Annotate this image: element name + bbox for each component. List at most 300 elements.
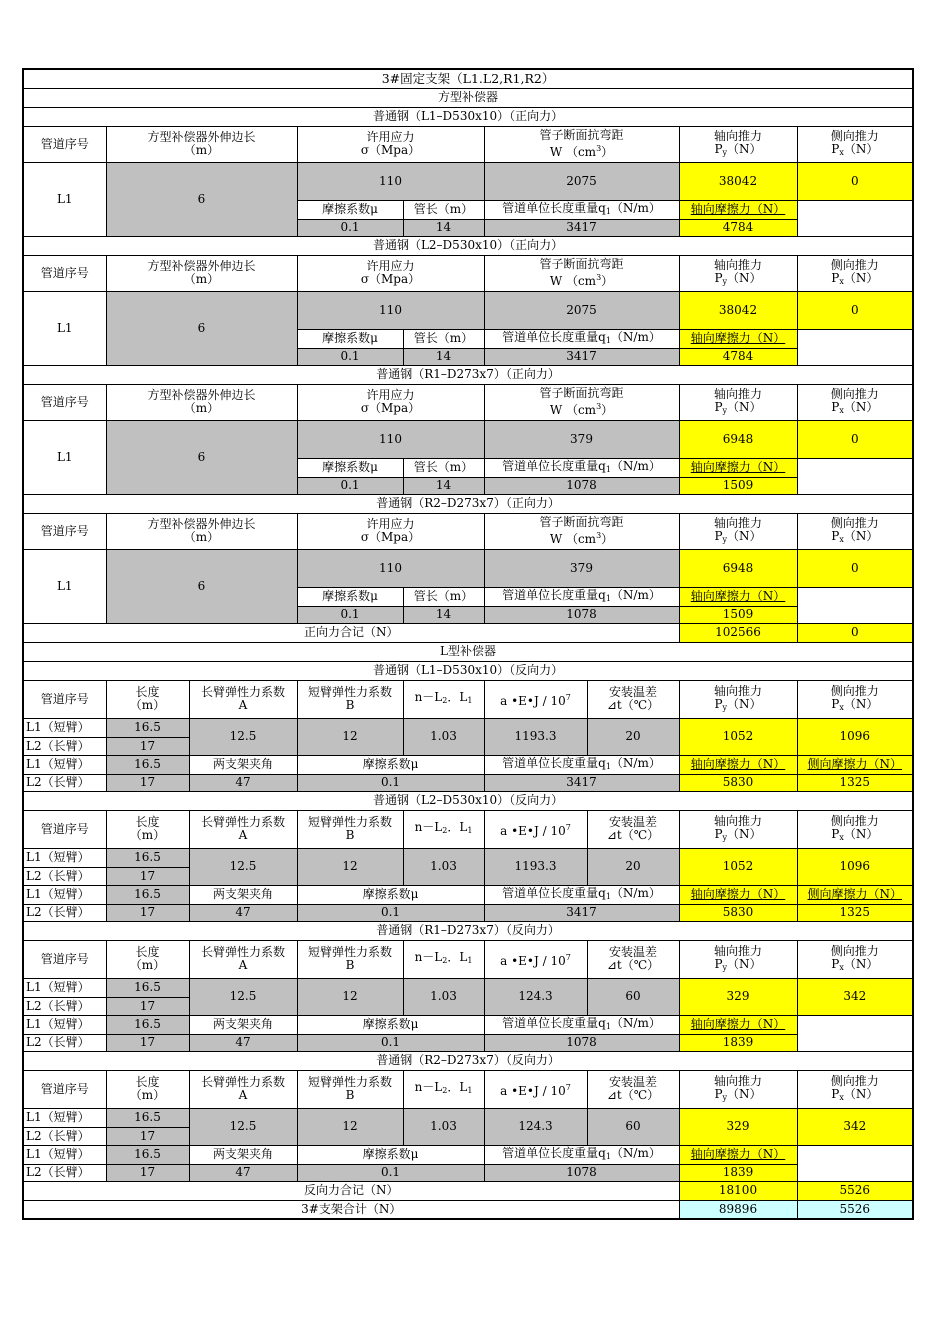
friction-coef-value: 0.1: [297, 1034, 484, 1051]
subscript: y: [722, 962, 728, 972]
value-row: [23, 1164, 913, 1181]
friction-coef-value: 0.1: [297, 774, 484, 791]
axial-thrust-value: 38042: [679, 162, 797, 200]
text: 管子断面抗弯距: [539, 257, 624, 271]
superscript: 7: [565, 1082, 571, 1092]
lateral-thrust-value: 1096: [797, 718, 913, 755]
header-axial-thrust: [679, 680, 797, 718]
long-arm-length: 17: [106, 1164, 189, 1181]
header-extension: [106, 384, 297, 420]
friction-coef-label: 摩擦系数μ: [297, 755, 484, 774]
text: P: [831, 1086, 840, 1101]
header-lateral-thrust: [797, 255, 913, 291]
text: 长度: [135, 1075, 160, 1089]
extension-value: 6: [106, 549, 297, 623]
friction-coef-label: 摩擦系数μ: [297, 885, 484, 904]
text: 管道序号: [40, 821, 89, 836]
header-n: [403, 940, 484, 978]
unit-weight-label-line: [485, 1017, 679, 1033]
short-arm-length: 16.5: [106, 1145, 189, 1164]
angle-label: 两支架夹角: [189, 1145, 297, 1164]
header-row: [23, 810, 913, 848]
text: P: [831, 826, 840, 841]
coef-b-value: 12: [297, 1108, 403, 1145]
unit-weight-label-line: [485, 757, 679, 773]
coef-b-value: 12: [297, 718, 403, 755]
grand-total-row: [23, 1200, 913, 1219]
text: （N）: [727, 270, 762, 285]
angle-value: 47: [189, 904, 297, 921]
header-coef-a: [189, 810, 297, 848]
reverse-total-label: 反向力合记（N）: [23, 1181, 679, 1200]
friction-coef-label: 摩擦系数μ: [297, 587, 403, 606]
header-coef-b: [297, 940, 403, 978]
header-pipe-seq-line: [24, 396, 106, 409]
text: 安装温差: [608, 815, 657, 829]
text: （N）: [727, 696, 762, 711]
value-row: [23, 1034, 913, 1051]
text: 侧向推力: [830, 1073, 879, 1088]
l-section-row: [23, 1051, 913, 1070]
subscript: y: [722, 405, 728, 415]
axial-friction-label: 轴向摩擦力（N）: [679, 755, 797, 774]
short-arm-length: 16.5: [106, 755, 189, 774]
long-arm-label: L2（长臂）: [23, 1164, 106, 1181]
text: ⊿t（℃）: [606, 1088, 660, 1102]
value-row: [23, 291, 913, 329]
lateral-thrust-value: 342: [797, 978, 913, 1015]
text: P: [831, 528, 840, 543]
section-title: 普通钢（L1–D530x10）（正向力）: [23, 107, 913, 126]
header-coef-a-line: [190, 959, 297, 972]
lateral-thrust-value: 1096: [797, 848, 913, 885]
empty-cell: [797, 1015, 913, 1051]
header-section-modulus-line: [485, 129, 679, 142]
allowable-stress-value: 110: [297, 420, 484, 458]
subscript: 1: [605, 335, 611, 345]
header-row: [23, 126, 913, 162]
axial-friction-value: 1839: [679, 1034, 797, 1051]
pipe-length-value: 14: [403, 348, 484, 365]
pipe-id: L1: [23, 291, 106, 365]
header-coef-a: [189, 1070, 297, 1108]
value-row: [23, 848, 913, 867]
header-pipe-seq: [23, 384, 106, 420]
value-row: [23, 718, 913, 737]
header-section-modulus-line: [485, 271, 679, 288]
text: 方型补偿器外伸边长: [147, 517, 256, 531]
short-arm-label: L1（短臂）: [23, 1108, 106, 1127]
header-length-line: [107, 699, 189, 712]
text: 侧向推力: [830, 515, 879, 530]
text: 轴向推力: [713, 813, 762, 828]
header-row: [23, 255, 913, 291]
axial-friction-label: 轴向摩擦力（N）: [679, 329, 797, 348]
l-section-row: [23, 921, 913, 940]
header-pipe-seq-line: [24, 138, 106, 151]
text: 管道序号: [40, 951, 89, 966]
pipe-length-label: 管长（m）: [403, 587, 484, 606]
n-value: 1.03: [403, 1108, 484, 1145]
unit-weight-label: [484, 200, 679, 219]
text: 轴向推力: [713, 257, 762, 272]
text: 长臂弹性力系数: [200, 685, 285, 699]
text: 长臂弹性力系数: [200, 1075, 285, 1089]
short-arm-label: L1（短臂）: [23, 718, 106, 737]
text: 短臂弹性力系数: [307, 945, 392, 959]
pipe-length-label: 管长（m）: [403, 329, 484, 348]
long-arm-label: L2（长臂）: [23, 1127, 106, 1145]
grand-total-label: 3#支架合计（N）: [23, 1200, 679, 1219]
header-lateral-thrust: [797, 513, 913, 549]
axial-thrust-value: 6948: [679, 420, 797, 458]
text: 侧向推力: [830, 943, 879, 958]
text: ．L: [447, 820, 468, 834]
text: 管道序号: [40, 523, 89, 538]
text: 管子断面抗弯距: [539, 515, 624, 529]
subscript: 1: [605, 206, 611, 216]
header-aej-line: [485, 821, 587, 838]
friction-coef-value: 0.1: [297, 1164, 484, 1181]
text: a •E•J / 10: [500, 693, 566, 708]
subscript: x: [839, 405, 844, 415]
friction-coef-value: 0.1: [297, 348, 403, 365]
lateral-thrust-value: 342: [797, 1108, 913, 1145]
header-axial-thrust-line: [680, 1088, 797, 1104]
header-n-line: [404, 821, 484, 837]
section-title: 普通钢（R1–D273x7）（反向力）: [23, 921, 913, 940]
subscript: 1: [467, 1086, 473, 1095]
coef-a-value: 12.5: [189, 978, 297, 1015]
header-coef-a-line: [190, 1089, 297, 1102]
allowable-stress-value: 110: [297, 549, 484, 587]
angle-value: 47: [189, 1034, 297, 1051]
aej-value: 1193.3: [484, 848, 587, 885]
text: 管道序号: [40, 136, 89, 151]
text: P: [714, 696, 723, 711]
unit-weight-label: [484, 885, 679, 904]
axial-friction-value: 5830: [679, 904, 797, 921]
axial-thrust-value: 329: [679, 1108, 797, 1145]
text: 方型补偿器外伸边长: [147, 130, 256, 144]
pipe-length-label: 管长（m）: [403, 458, 484, 477]
pipe-length-value: 14: [403, 219, 484, 236]
section-modulus-value: 379: [484, 549, 679, 587]
short-arm-label: L1（短臂）: [23, 1015, 106, 1034]
text: P: [831, 399, 840, 414]
long-arm-label: L2（长臂）: [23, 904, 106, 921]
subscript: 1: [605, 1151, 611, 1161]
header-lateral-thrust-line: [798, 143, 913, 159]
n-value: 1.03: [403, 848, 484, 885]
header-axial-thrust: [679, 384, 797, 420]
text: （N）: [843, 826, 879, 841]
text: 轴向推力: [713, 515, 762, 530]
text: 长度: [135, 815, 160, 829]
text: 长度: [135, 685, 160, 699]
text: B: [345, 958, 355, 972]
header-allowable-stress-line: [298, 273, 484, 286]
header-aej-line: [485, 951, 587, 968]
superscript: 7: [565, 952, 571, 962]
lateral-thrust-value: 0: [797, 162, 913, 200]
short-arm-length: 16.5: [106, 718, 189, 737]
header-aej: [484, 810, 587, 848]
header-coef-b: [297, 680, 403, 718]
text: 长度: [135, 945, 160, 959]
axial-friction-label: 轴向摩擦力（N）: [679, 587, 797, 606]
label-row: [23, 1015, 913, 1034]
friction-coef-label: 摩擦系数μ: [297, 1015, 484, 1034]
superscript: 3: [596, 402, 602, 411]
text: σ（Mpa）: [360, 272, 421, 286]
header-allowable-stress: [297, 126, 484, 162]
text: 管道单位长度重量q: [502, 458, 606, 473]
header-temp-diff: [587, 1070, 679, 1108]
friction-coef-label: 摩擦系数μ: [297, 200, 403, 219]
text: （N/m）: [610, 200, 661, 215]
value-row: [23, 978, 913, 997]
text: 短臂弹性力系数: [307, 1075, 392, 1089]
square-section-row: [23, 107, 913, 126]
unit-weight-label: [484, 458, 679, 477]
subscript: y: [722, 1092, 728, 1102]
header-axial-thrust-line: [680, 272, 797, 288]
text: 短臂弹性力系数: [307, 685, 392, 699]
unit-weight-label: [484, 587, 679, 606]
header-allowable-stress-line: [298, 402, 484, 415]
pipe-length-value: 14: [403, 477, 484, 494]
text: 管子断面抗弯距: [539, 386, 624, 400]
unit-weight-label-line: [485, 887, 679, 903]
header-row: [23, 384, 913, 420]
pipe-length-value: 14: [403, 606, 484, 623]
square-section-row: [23, 365, 913, 384]
header-n-line: [404, 1081, 484, 1097]
section-modulus-value: 379: [484, 420, 679, 458]
text: 许用应力: [366, 517, 415, 531]
angle-value: 47: [189, 1164, 297, 1181]
unit-weight-value: 1078: [484, 606, 679, 623]
lateral-thrust-value: 0: [797, 291, 913, 329]
title-row: [23, 69, 913, 88]
header-pipe-seq: [23, 940, 106, 978]
axial-friction-label: 轴向摩擦力（N）: [679, 458, 797, 477]
long-arm-length: 17: [106, 737, 189, 755]
header-extension: [106, 255, 297, 291]
text: 轴向推力: [713, 943, 762, 958]
superscript: 3: [596, 273, 602, 282]
value-row: [23, 1108, 913, 1127]
aej-value: 1193.3: [484, 718, 587, 755]
temp-diff-value: 20: [587, 848, 679, 885]
long-arm-length: 17: [106, 867, 189, 885]
header-aej: [484, 680, 587, 718]
square-compensator-title: 方型补偿器: [23, 88, 913, 107]
forward-total-px: 0: [797, 623, 913, 642]
header-axial-thrust: [679, 810, 797, 848]
header-extension: [106, 513, 297, 549]
header-lateral-thrust-line: [798, 530, 913, 546]
header-pipe-seq: [23, 126, 106, 162]
empty-cell: [797, 587, 913, 623]
header-lateral-thrust-line: [798, 828, 913, 844]
text: （N/m）: [610, 885, 661, 900]
unit-weight-label-line: [485, 202, 679, 218]
short-arm-label: L1（短臂）: [23, 755, 106, 774]
header-section-modulus-line: [485, 387, 679, 400]
text: 安装温差: [608, 1075, 657, 1089]
subscript: 2: [442, 696, 448, 705]
subscript: x: [839, 534, 844, 544]
text: （N）: [727, 826, 762, 841]
axial-friction-value: 1839: [679, 1164, 797, 1181]
text: （m）: [183, 272, 220, 286]
axial-friction-value: 1509: [679, 477, 797, 494]
header-coef-a-line: [190, 829, 297, 842]
text: （N/m）: [610, 1015, 661, 1030]
text: （N）: [843, 270, 879, 285]
header-coef-b: [297, 1070, 403, 1108]
text: A: [238, 698, 248, 712]
subscript: x: [839, 832, 844, 842]
lateral-thrust-value: 0: [797, 549, 913, 587]
text: 轴向推力: [713, 1073, 762, 1088]
unit-weight-value: 1078: [484, 477, 679, 494]
header-allowable-stress: [297, 384, 484, 420]
header-lateral-thrust-line: [798, 698, 913, 714]
header-aej-line: [485, 691, 587, 708]
header-section-modulus: [484, 126, 679, 162]
value-row: [23, 904, 913, 921]
axial-friction-value: 5830: [679, 774, 797, 791]
header-allowable-stress: [297, 255, 484, 291]
text: B: [345, 828, 355, 842]
header-extension-line: [107, 273, 297, 286]
subscript: y: [722, 832, 728, 842]
subscript: y: [722, 702, 728, 712]
forward-total-py: 102566: [679, 623, 797, 642]
header-axial-thrust: [679, 255, 797, 291]
reverse-total-py: 18100: [679, 1181, 797, 1200]
text: P: [714, 528, 723, 543]
text: B: [345, 698, 355, 712]
subscript: x: [839, 702, 844, 712]
text: ．L: [447, 1080, 468, 1094]
text: W （cm: [549, 403, 597, 417]
header-coef-a: [189, 940, 297, 978]
text: A: [238, 828, 248, 842]
text: 管道序号: [40, 394, 89, 409]
friction-coef-label: 摩擦系数μ: [297, 458, 403, 477]
header-coef-a-line: [190, 699, 297, 712]
header-aej: [484, 940, 587, 978]
axial-friction-label: 轴向摩擦力（N）: [679, 1145, 797, 1164]
text: W （cm: [549, 274, 597, 288]
text: （m）: [183, 143, 220, 157]
short-arm-label: L1（短臂）: [23, 1145, 106, 1164]
square-section-row: [23, 236, 913, 255]
pipe-id: L1: [23, 549, 106, 623]
text: （m）: [129, 1088, 166, 1102]
lateral-thrust-value: 0: [797, 420, 913, 458]
text: σ（Mpa）: [360, 143, 421, 157]
text: ⊿t（℃）: [606, 698, 660, 712]
axial-thrust-value: 38042: [679, 291, 797, 329]
header-pipe-seq-line: [24, 693, 106, 706]
text: 管子断面抗弯距: [539, 128, 624, 142]
lateral-friction-label: 侧向摩擦力（N）: [797, 885, 913, 904]
header-lateral-thrust: [797, 384, 913, 420]
text: （N）: [843, 528, 879, 543]
header-length-line: [107, 829, 189, 842]
text: 许用应力: [366, 130, 415, 144]
header-allowable-stress-line: [298, 531, 484, 544]
section-modulus-value: 2075: [484, 291, 679, 329]
text: （m）: [129, 828, 166, 842]
angle-label: 两支架夹角: [189, 1015, 297, 1034]
subscript: x: [839, 147, 844, 157]
text: ）: [601, 532, 614, 546]
coef-b-value: 12: [297, 978, 403, 1015]
short-arm-label: L1（短臂）: [23, 978, 106, 997]
text: 管道单位长度重量q: [502, 587, 606, 602]
friction-coef-value: 0.1: [297, 477, 403, 494]
axial-thrust-value: 329: [679, 978, 797, 1015]
header-n: [403, 810, 484, 848]
short-arm-length: 16.5: [106, 1015, 189, 1034]
friction-coef-value: 0.1: [297, 904, 484, 921]
header-length: [106, 1070, 189, 1108]
text: P: [714, 956, 723, 971]
subscript: 1: [605, 1021, 611, 1031]
subscript: x: [839, 1092, 844, 1102]
short-arm-length: 16.5: [106, 1108, 189, 1127]
subscript: y: [722, 534, 728, 544]
text: A: [238, 1088, 248, 1102]
text: （N/m）: [610, 458, 661, 473]
text: ．L: [447, 690, 468, 704]
text: （N/m）: [610, 329, 661, 344]
header-temp-diff: [587, 680, 679, 718]
long-arm-length: 17: [106, 1034, 189, 1051]
long-arm-label: L2（长臂）: [23, 774, 106, 791]
text: （m）: [129, 698, 166, 712]
text: 侧向推力: [830, 128, 879, 143]
header-axial-thrust-line: [680, 958, 797, 974]
text: 安装温差: [608, 685, 657, 699]
text: a •E•J / 10: [500, 823, 566, 838]
header-aej-line: [485, 1081, 587, 1098]
extension-value: 6: [106, 420, 297, 494]
header-axial-thrust: [679, 940, 797, 978]
lateral-friction-value: 1325: [797, 904, 913, 921]
aej-value: 124.3: [484, 978, 587, 1015]
section-title: 普通钢（L1–D530x10）（反向力）: [23, 661, 913, 680]
section-title: 普通钢（R2–D273x7）（正向力）: [23, 494, 913, 513]
text: ．L: [447, 950, 468, 964]
text: 许用应力: [366, 259, 415, 273]
text: P: [714, 270, 723, 285]
subscript: 1: [467, 956, 473, 965]
reverse-total-row: [23, 1181, 913, 1200]
header-section-modulus-line: [485, 516, 679, 529]
header-lateral-thrust-line: [798, 401, 913, 417]
coef-a-value: 12.5: [189, 848, 297, 885]
header-coef-b: [297, 810, 403, 848]
text: a •E•J / 10: [500, 953, 566, 968]
grand-total-py: 89896: [679, 1200, 797, 1219]
